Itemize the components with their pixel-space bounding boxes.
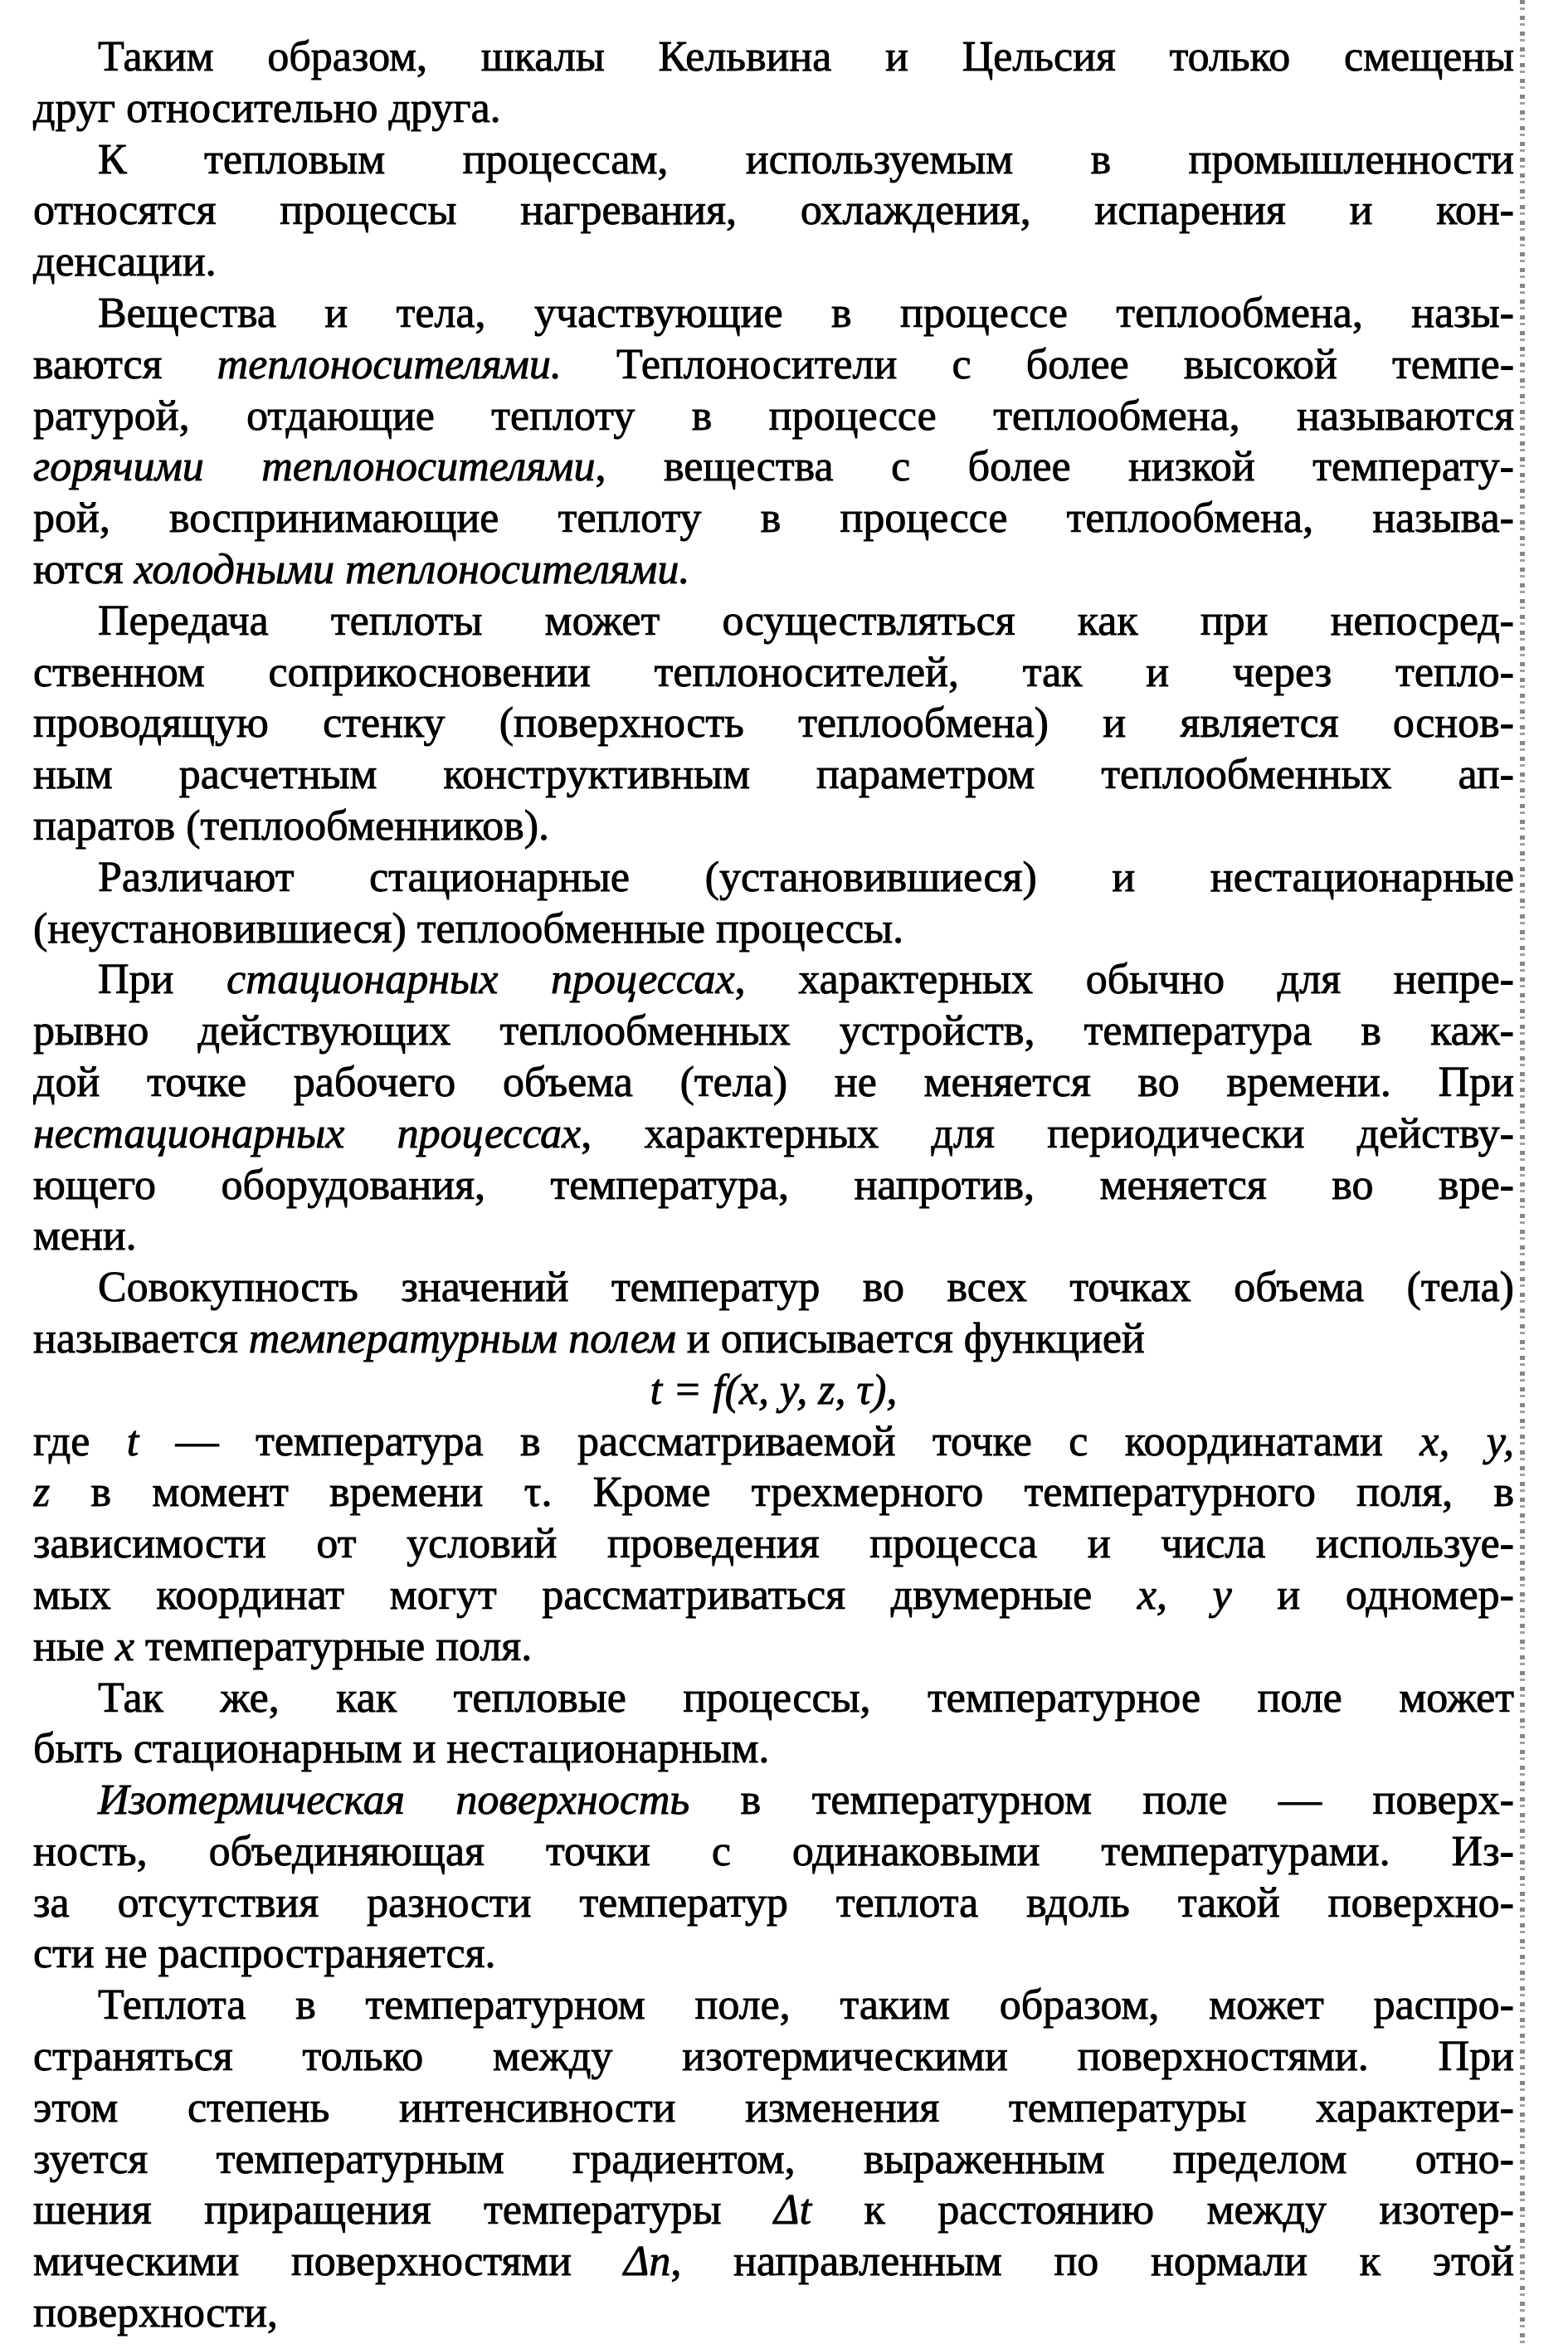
text: в температурном поле — поверх-: [689, 1776, 1514, 1825]
text-line: [33, 2288, 1514, 2339]
text: и одномер-: [1231, 1571, 1514, 1619]
text-line: [33, 1621, 1514, 1673]
text: , характерных для периодически действу-: [581, 1109, 1514, 1157]
text: Теплота в температурном поле, таким образом, может распро-: [98, 1981, 1514, 2030]
text: дой точке рабочего объема (тела) не меняется во времени. При: [33, 1058, 1514, 1106]
text-line: [33, 1723, 1514, 1775]
paragraph: [33, 1673, 1514, 1776]
italic-text: Изотермическая поверхность: [98, 1776, 690, 1825]
text: , направленным по нормали к этой: [670, 2238, 1514, 2286]
text: Так же, как тепловые процессы, температурное поле может: [98, 1674, 1514, 1722]
text: Таким образом, шкалы Кельвина и Цельсия только смещены: [98, 33, 1514, 80]
text-line: [33, 1160, 1514, 1211]
text-line: [33, 1570, 1514, 1621]
text: быть стационарным и нестационарным.: [33, 1725, 770, 1773]
text: зуется температурным градиентом, выраженным пределом отно-: [33, 2135, 1514, 2183]
text-line: [33, 1775, 1514, 1826]
italic-text: t: [126, 1417, 139, 1465]
paragraph: [33, 596, 1514, 852]
italic-text: температурным полем: [248, 1314, 676, 1362]
paragraph: [33, 852, 1514, 955]
paragraph: [33, 1775, 1514, 1980]
text-line: [33, 1467, 1514, 1518]
text-line: [33, 2031, 1514, 2083]
text-line: [33, 1057, 1514, 1109]
text-line: [33, 185, 1514, 236]
italic-text: теплоносителями.: [217, 340, 562, 388]
text: денсации.: [33, 238, 217, 286]
italic-text: холодными теплоносителями.: [134, 545, 690, 593]
formula: [33, 1365, 1514, 1416]
text-line: [33, 2236, 1514, 2288]
text-line: [33, 288, 1514, 339]
text: , характерных обычно для непре-: [734, 956, 1514, 1004]
text: этом степень интенсивности изменения температуры характери-: [33, 2083, 1514, 2132]
text: ные: [33, 1622, 115, 1670]
text-line: [33, 801, 1514, 852]
text: к расстоянию между изотер-: [811, 2186, 1514, 2234]
text-line: [33, 441, 1514, 493]
text: Различают стационарные (установившиеся) и нестационарные: [98, 853, 1514, 901]
text: где: [33, 1417, 127, 1465]
text-line: [33, 32, 1514, 83]
italic-text: Δt: [774, 2186, 812, 2234]
text-line: [33, 2083, 1514, 2134]
text-line: [33, 83, 1514, 134]
text: паратов (теплообменников).: [33, 802, 550, 850]
text: Совокупность значений температур во всех точках объема (тела): [98, 1264, 1514, 1312]
text-line: [33, 2134, 1514, 2186]
italic-text: x: [114, 1622, 134, 1670]
text: за отсутствия разности температур теплота вдоль такой поверхно-: [33, 1879, 1514, 1927]
text-line: [33, 1313, 1514, 1365]
italic-text: стационарных процессах: [226, 956, 735, 1004]
text-line: [33, 1928, 1514, 1980]
text-line: [33, 1211, 1514, 1262]
text: сти не распространяется.: [33, 1930, 496, 1978]
text-line: [33, 596, 1514, 647]
text-line: [33, 391, 1514, 442]
text-line: [33, 904, 1514, 955]
text: ственном соприкосновении теплоносителей, так и через тепло-: [33, 648, 1514, 696]
text: ным расчетным конструктивным параметром теплообменных ап-: [33, 751, 1514, 799]
italic-text: z: [33, 1469, 51, 1517]
text: называется: [33, 1314, 249, 1362]
text-line: [33, 134, 1514, 186]
text: в момент времени τ. Кроме трехмерного температурного поля, в: [50, 1469, 1514, 1517]
paragraph: [33, 32, 1514, 134]
text: При: [98, 956, 227, 1004]
text: страняться только между изотермическими поверхностями. При: [33, 2033, 1514, 2081]
italic-text: горячими теплоносителями: [33, 443, 596, 491]
text: ность, объединяющая точки с одинаковыми температурами. Из-: [33, 1827, 1514, 1875]
text: шения приращения температуры: [33, 2186, 775, 2234]
text-line: [33, 1980, 1514, 2031]
text-line: [33, 749, 1514, 801]
text-line: [33, 2185, 1514, 2236]
text-line: [33, 954, 1514, 1006]
text: Теплоносители с более высокой темпе-: [561, 340, 1514, 388]
text-line: [33, 1826, 1514, 1878]
text: — температура в рассматриваемой точке с координатами: [139, 1417, 1420, 1465]
text: рой, воспринимающие теплоту в процессе теплообмена, называ-: [33, 495, 1514, 543]
text: Передача теплоты может осуществляться как при непосред-: [98, 597, 1514, 645]
text-line: [33, 339, 1514, 391]
text: и описывается функцией: [675, 1314, 1145, 1362]
italic-text: нестационарных процессах: [33, 1109, 582, 1157]
text: мени.: [33, 1212, 137, 1260]
text: (неустановившиеся) теплообменные процессы.: [33, 904, 904, 953]
text: ваются: [33, 340, 217, 388]
text: мическими поверхностями: [33, 2238, 624, 2286]
text: , вещества с более низкой температу-: [595, 443, 1514, 491]
text-line: [33, 1262, 1514, 1313]
text-line: [33, 1109, 1514, 1160]
paragraph: [33, 1980, 1514, 2339]
text: К тепловым процессам, используемым в промышленности: [98, 135, 1514, 183]
text-line: [33, 544, 1514, 596]
paragraph: [33, 954, 1514, 1262]
text-line: [33, 236, 1514, 288]
italic-text: t = f(x, y, z, τ),: [650, 1366, 898, 1414]
italic-text: x, y: [1137, 1571, 1232, 1619]
text: ются: [33, 545, 134, 593]
italic-text: Δn: [623, 2238, 671, 2286]
text-line: [33, 1416, 1514, 1468]
text-line: [33, 1878, 1514, 1929]
text-line: [33, 493, 1514, 544]
paragraph: [33, 1262, 1514, 1365]
text: мых координат могут рассматриваться двумерные: [33, 1571, 1137, 1619]
text: относятся процессы нагревания, охлаждения, испарения и кон-: [33, 187, 1514, 235]
paragraph: [33, 1416, 1514, 1673]
text: ратурой, отдающие теплоту в процессе теплообмена, называются: [33, 392, 1514, 440]
text-line: [33, 1673, 1514, 1724]
text-line: [33, 647, 1514, 699]
text: поверхности,: [33, 2289, 278, 2337]
text-line: [33, 698, 1514, 749]
text: зависимости от условий проведения процесса и числа используе-: [33, 1520, 1514, 1568]
document-page: [33, 32, 1514, 2339]
text: ющего оборудования, температура, напротив, меняется во вре-: [33, 1161, 1514, 1209]
text: рывно действующих теплообменных устройств, температура в каж-: [33, 1007, 1514, 1055]
text: проводящую стенку (поверхность теплообмена) и является основ-: [33, 699, 1514, 748]
paragraph: [33, 134, 1514, 288]
text-line: [33, 1518, 1514, 1570]
scan-edge-border: [1520, 0, 1525, 2344]
italic-text: x, y,: [1419, 1417, 1514, 1465]
formula-line: [33, 1365, 1514, 1416]
text: температурные поля.: [134, 1622, 533, 1670]
paragraph: [33, 288, 1514, 596]
text: Вещества и тела, участвующие в процессе теплообмена, назы-: [98, 289, 1514, 337]
text-line: [33, 852, 1514, 904]
text: друг относительно друга.: [33, 84, 501, 132]
text-line: [33, 1006, 1514, 1057]
